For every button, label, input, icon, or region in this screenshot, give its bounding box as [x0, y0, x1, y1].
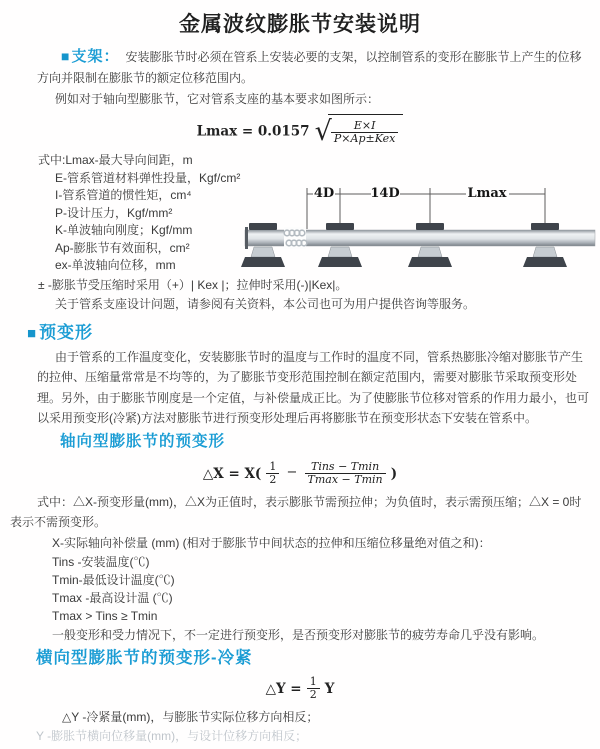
- dy-definition: △Y -冷紧量(mm)，与膨胀节实际位移方向相反；: [62, 709, 319, 724]
- truncated-bottom-line: Y -膨胀节横向位移量(mm)，与设计位移方向相反；: [36, 728, 308, 743]
- fraction-denominator: P×Ap±Kex: [331, 132, 398, 145]
- dimension-label-4d: 4D: [313, 186, 335, 201]
- list-item: ex-单波轴向位移，mm: [55, 258, 176, 272]
- pipe-end-cap: [245, 227, 248, 249]
- list-item: K-单波轴向刚度；Kgf/mm: [55, 223, 193, 237]
- plus-minus-note: ± -膨胀节受压缩时采用（+）| Kex |；拉伸时采用(-)|Kex|。: [38, 277, 348, 292]
- support-paragraph: [37, 46, 592, 89]
- formula-delta-x: [0, 456, 600, 490]
- variables-and-diagram: [0, 152, 600, 275]
- half-fraction: [266, 461, 279, 486]
- radicand-fraction: [331, 120, 398, 145]
- pipe-run: [305, 230, 595, 246]
- consulting-note: 关于管系支座设计问题，请参阅有关资料，本公司也可为用户提供咨询等服务。: [55, 296, 476, 311]
- list-item: 式中:Lmax-最大导向间距，m: [38, 153, 193, 167]
- fraction-denominator: 2: [266, 473, 279, 486]
- document-page: [0, 12, 600, 749]
- fraction-denominator: Tmax − Tmin: [305, 473, 386, 486]
- list-item: P-设计压力，Kgf/mm²: [55, 205, 173, 220]
- formula-dy-lhs: △Y =: [265, 680, 302, 697]
- fraction-numerator: Tins − Tmin: [310, 459, 380, 473]
- fraction-numerator: 1: [309, 674, 317, 688]
- bellows-icon: [284, 227, 307, 249]
- axial-subheading: 轴向型膨胀节的预变形: [60, 432, 226, 450]
- formula-lmax: [0, 114, 600, 146]
- lateral-subheading: 横向型膨胀节的预变形-冷紧: [36, 648, 253, 667]
- list-item: E-管系管道材料弹性投量，Kgf/cm²: [55, 170, 241, 185]
- half-fraction: [307, 676, 320, 701]
- formula-dx-close: ): [390, 465, 398, 482]
- support-body-text: 安装膨胀节时必须在管系上安装必要的支架，以控制管系的变形在膨胀节上产生的位移方向并限制在膨胀节的额定位移范围内。: [37, 50, 582, 85]
- list-item: I-管系管道的惯性矩，cm⁴: [55, 188, 192, 202]
- square-bullet-icon: ■: [27, 324, 38, 342]
- fraction-numerator: 1: [269, 459, 277, 473]
- x-definition: X-实际轴向补偿量 (mm) (相对于膨胀节中间状态的拉伸和压缩位移量绝对值之和)：: [52, 535, 491, 550]
- formula-lmax-lhs: Lmax = 0.0157: [196, 123, 310, 140]
- formula-dx-lhs: △X = X(: [202, 465, 262, 482]
- radical-sign-icon: √: [314, 116, 332, 147]
- temperature-fraction: [305, 461, 386, 486]
- support-section-heading: 支架：: [71, 48, 120, 65]
- pipe-stub: [245, 230, 285, 246]
- tins-definition: Tins -安装温度(℃): [52, 554, 150, 569]
- predeform-heading-text: 预变形: [39, 322, 94, 342]
- support-spacing-diagram: [245, 182, 595, 277]
- list-item: Ap-膨胀节有效面积，cm²: [55, 240, 190, 255]
- dimension-label-lmax: Lmax: [467, 186, 507, 201]
- formula-dy-rhs: Y: [324, 680, 335, 697]
- minus-operator: −: [286, 465, 298, 480]
- temperature-inequality: Tmax > Tins ≥ Tmin: [52, 608, 158, 623]
- page-title: 金属波纹膨胀节安装说明: [179, 13, 421, 36]
- square-bullet-icon: ■: [61, 48, 70, 64]
- dx-explanation: 式中：△X-预变形量(mm)，△X为正值时，表示膨胀节需预拉伸；为负值时，表示需预压缩；△X = 0时表示不需预变形。: [10, 494, 582, 529]
- radicand: [328, 114, 403, 148]
- predeform-paragraph: 由于管系的工作温度变化，安装膨胀节时的温度与工作时的温度不同，管系热膨胀冷缩对膨胀节产生的拉伸、压缩量常常是不均等的，为了膨胀节变形范围控制在额定范围内，需要对膨胀节采取预变形处理。另外，由于膨胀节刚度是一个定值，与补偿量成正比。为了使膨胀节位移对管系的作用力最小，也可以采用预变形(冷紧)方法对膨胀节进行预变形处理后再将膨胀节在预变形状态下安装在管系中。: [37, 349, 590, 425]
- fatigue-note: 一般变形和受力情况下，不一定进行预变形，是否预变形对膨胀节的疲劳寿命几乎没有影响。: [52, 627, 545, 642]
- example-line: 例如对于轴向型膨胀节，它对管系支座的基本要求如图所示：: [55, 92, 380, 106]
- tmin-definition: Tmin-最低设计温度(℃): [52, 572, 175, 587]
- fraction-denominator: 2: [307, 688, 320, 701]
- dimension-labels: [313, 185, 509, 201]
- section-heading-predeform: [27, 322, 600, 345]
- formula-delta-y: [0, 673, 600, 703]
- dimension-label-14d: 14D: [370, 186, 400, 201]
- dimension-lines: [307, 188, 545, 229]
- tmax-definition: Tmax -最高设计温 (℃): [52, 590, 173, 605]
- fraction-numerator: E×I: [353, 119, 376, 132]
